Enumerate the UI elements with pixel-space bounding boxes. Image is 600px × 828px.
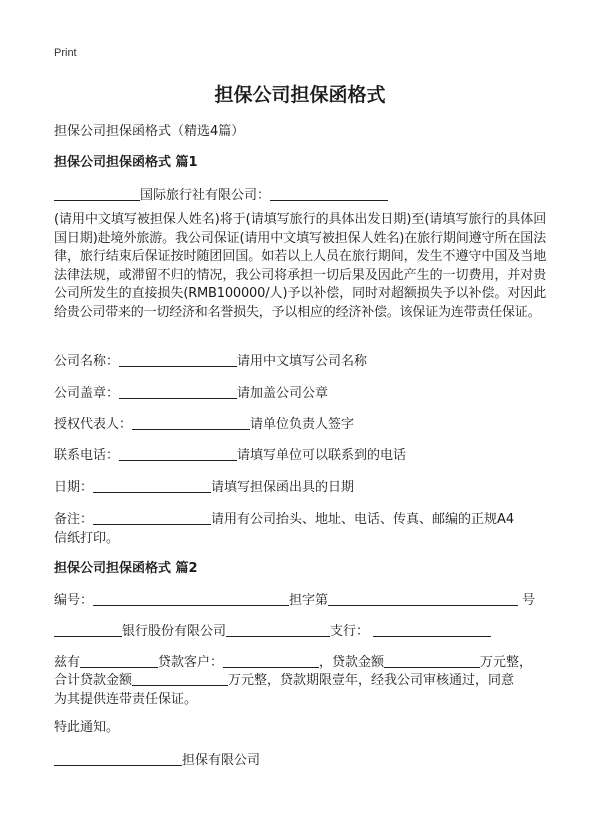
blank-line — [54, 752, 182, 766]
loan-line1 — [54, 651, 532, 670]
number-label: 编号： — [54, 593, 94, 608]
field-authorized-rep — [54, 413, 354, 432]
section1-heading: 担保公司担保函格式 篇1 — [54, 155, 198, 170]
field-label: 授权代表人： — [54, 417, 133, 432]
blank-line — [119, 385, 237, 399]
blank-line — [93, 592, 289, 606]
loan-text: 兹有 — [54, 655, 81, 670]
note-label: 备注： — [54, 512, 94, 527]
blank-line — [270, 187, 388, 201]
field-hint: 请填写单位可以联系到的电话 — [237, 448, 407, 463]
blank-line — [93, 479, 211, 493]
field-date — [54, 476, 354, 495]
field-company-name — [54, 350, 367, 369]
blank-line — [373, 623, 491, 637]
branch-text: 支行： — [330, 624, 370, 639]
blank-line — [119, 353, 237, 367]
loan-line3: 为其提供连带责任保证。 — [54, 692, 198, 707]
loan-line2 — [54, 669, 514, 688]
field-label: 公司盖章： — [54, 386, 120, 401]
blank-line — [93, 511, 211, 525]
print-label: Print — [54, 47, 77, 59]
field-phone — [54, 444, 406, 463]
number-suffix: 号 — [522, 593, 536, 608]
section1-body: (请用中文填写被担保人姓名)将于(请填写旅行的具体出发日期)至(请填写旅行的具体回国日期)赴境外旅游。我公司保证(请用中文填写被担保人姓名)在旅行期间遵守所在国法律，旅行结束后保证按时随团回国。如若以上人员在旅行期间，发生不遵守中国及当地法律法规，或滞留不归的情况，我公司将承担一切后果及因此产生的一切费用，并对贵公司所发生的直接损失(RMB100000/人)予以补偿，同时对超额损失予以补偿。对因此给贵公司带来的一切经济和名誉损失，予以相应的经济补偿。该保证为连带责任保证。 — [54, 212, 546, 320]
guarantee-word: 担字第 — [289, 593, 329, 608]
field-label: 日期： — [54, 480, 94, 495]
field-hint: 请填写担保函出具的日期 — [211, 480, 355, 495]
blank-line — [54, 187, 140, 201]
blank-line — [384, 654, 480, 668]
blank-line — [132, 416, 250, 430]
field-note — [54, 508, 514, 527]
blank-line — [223, 654, 319, 668]
loan-text: 万元整，贷款期限壹年，经我公司审核通过，同意 — [228, 673, 515, 688]
notice-text: 特此通知。 — [54, 720, 120, 735]
field-hint: 请加盖公司公章 — [237, 386, 329, 401]
blank-line — [328, 592, 518, 606]
blank-line — [119, 447, 237, 461]
field-label: 联系电话： — [54, 448, 120, 463]
company-suffix: 担保有限公司 — [182, 753, 261, 768]
field-label: 公司名称： — [54, 354, 120, 369]
note-hint: 请用有公司抬头、地址、电话、传真、邮编的正规A4 — [211, 512, 515, 527]
bank-line — [54, 620, 491, 639]
company-signature-line — [54, 749, 260, 768]
addressee-text: 国际旅行社有限公司： — [140, 188, 271, 203]
loan-text: 合计贷款金额 — [54, 673, 133, 688]
addressee-line — [54, 184, 388, 203]
section2-heading: 担保公司担保函格式 篇2 — [54, 561, 198, 576]
document-subtitle: 担保公司担保函格式（精选4篇） — [54, 124, 245, 139]
loan-text: 贷款客户： — [158, 655, 224, 670]
loan-text: 万元整， — [480, 655, 533, 670]
blank-line — [132, 672, 228, 686]
page-title: 担保公司担保函格式 — [214, 84, 386, 106]
field-hint: 请用中文填写公司名称 — [237, 354, 368, 369]
note-line2: 信纸打印。 — [54, 531, 120, 546]
bank-text: 银行股份有限公司 — [122, 624, 227, 639]
blank-line — [226, 623, 330, 637]
blank-line — [80, 654, 158, 668]
blank-line — [54, 623, 122, 637]
field-company-seal — [54, 382, 328, 401]
field-hint: 请单位负责人签字 — [250, 417, 355, 432]
loan-text: ，贷款金额 — [319, 655, 385, 670]
number-line — [54, 589, 535, 608]
